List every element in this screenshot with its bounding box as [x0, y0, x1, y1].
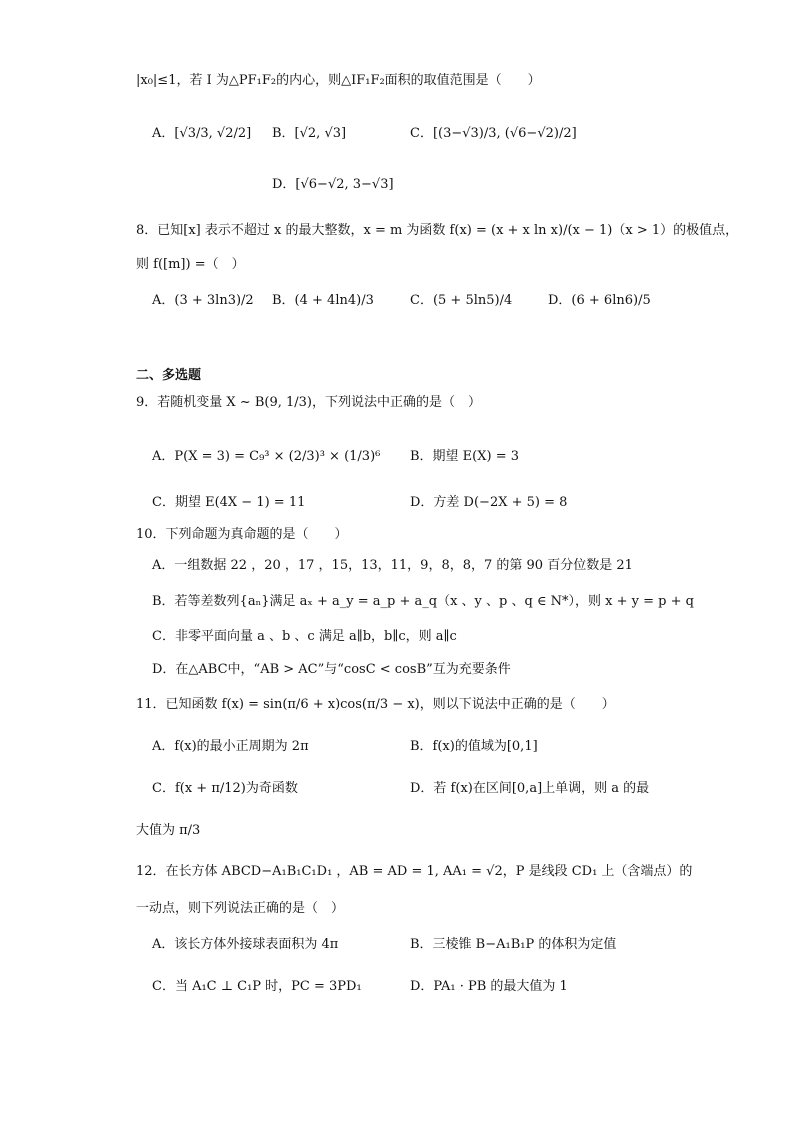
q11-option-d-continued: 大值为 π/3	[136, 823, 201, 838]
q8-option-a: A．(3 + 3ln3)/2	[152, 293, 254, 308]
q11-stem: 11．已知函数 f(x) = sin(π/6 + x)cos(π/3 − x)，则以下说法中正确的是（ ）	[136, 697, 615, 712]
q9-option-b: B．期望 E(X) = 3	[410, 449, 520, 464]
q9-stem: 9．若随机变量 X ~ B(9, 1/3)，下列说法中正确的是（ ）	[136, 395, 481, 410]
q7-option-a: A．[√3/3, √2/2]	[152, 126, 252, 141]
q10-option-a: A．一组数据 22 ，20 ，17 ，15，13，11，9，8，8，7 的第 90 百分位数是 21	[152, 558, 633, 573]
q10-option-d: D．在△ABC中，“AB > AC”与“cosC < cosB”互为充要条件	[152, 662, 511, 677]
q9-option-a: A．P(X = 3) = C₉³ × (2/3)³ × (1/3)⁶	[152, 449, 381, 464]
q12-stem-line2: 一动点，则下列说法正确的是（ ）	[136, 901, 345, 916]
q12-option-d: D．PA₁ · PB 的最大值为 1	[410, 979, 568, 994]
q12-stem-line1: 12．在长方体 ABCD−A₁B₁C₁D₁ ，AB = AD = 1, AA₁ = √2，P 是线段 CD₁ 上（含端点）的	[136, 864, 693, 879]
q7-option-b: B．[√2, √3]	[272, 126, 347, 141]
q12-option-a: A．该长方体外接球表面积为 4π	[152, 937, 339, 952]
q8-stem-line1: 8．已知[x] 表示不超过 x 的最大整数，x = m 为函数 f(x) = (x + x ln x)/(x − 1)（x > 1）的极值点，	[136, 223, 739, 238]
q11-option-d: D．若 f(x)在区间[0,a]上单调，则 a 的最	[410, 781, 650, 796]
q12-option-c: C．当 A₁C ⊥ C₁P 时，PC = 3PD₁	[152, 979, 362, 994]
q11-option-a: A．f(x)的最小正周期为 2π	[152, 739, 309, 754]
q8-option-b: B．(4 + 4ln4)/3	[272, 293, 374, 308]
section-heading-multiple-choice: 二、多选题	[136, 368, 202, 383]
q12-option-b: B．三棱锥 B−A₁B₁P 的体积为定值	[410, 937, 617, 952]
q10-stem: 10．下列命题为真命题的是（ ）	[136, 527, 348, 542]
q8-option-c: C．(5 + 5ln5)/4	[410, 293, 513, 308]
q7-stem: |x₀|≤1，若 I 为△PF₁F₂的内心，则△IF₁F₂面积的取值范围是（ ）	[136, 73, 541, 88]
q9-option-d: D．方差 D(−2X + 5) = 8	[410, 495, 568, 510]
q8-option-d: D．(6 + 6ln6)/5	[548, 293, 651, 308]
q11-option-c: C．f(x + π/12)为奇函数	[152, 781, 298, 796]
q11-option-b: B．f(x)的值域为[0,1]	[410, 739, 538, 754]
q10-option-c: C．非零平面向量 a 、b 、c 满足 a∥b，b∥c，则 a∥c	[152, 629, 457, 644]
q10-option-b: B．若等差数列{aₙ}满足 aₓ + a_y = a_p + a_q（x 、y 、p 、q ∈ N*），则 x + y = p + q	[152, 594, 694, 609]
q8-stem-line2: 则 f([m]) =（ ）	[136, 257, 245, 272]
q7-option-d: D．[√6−√2, 3−√3]	[272, 177, 394, 192]
q9-option-c: C．期望 E(4X − 1) = 11	[152, 495, 306, 510]
q7-option-c: C．[(3−√3)/3, (√6−√2)/2]	[410, 126, 577, 141]
